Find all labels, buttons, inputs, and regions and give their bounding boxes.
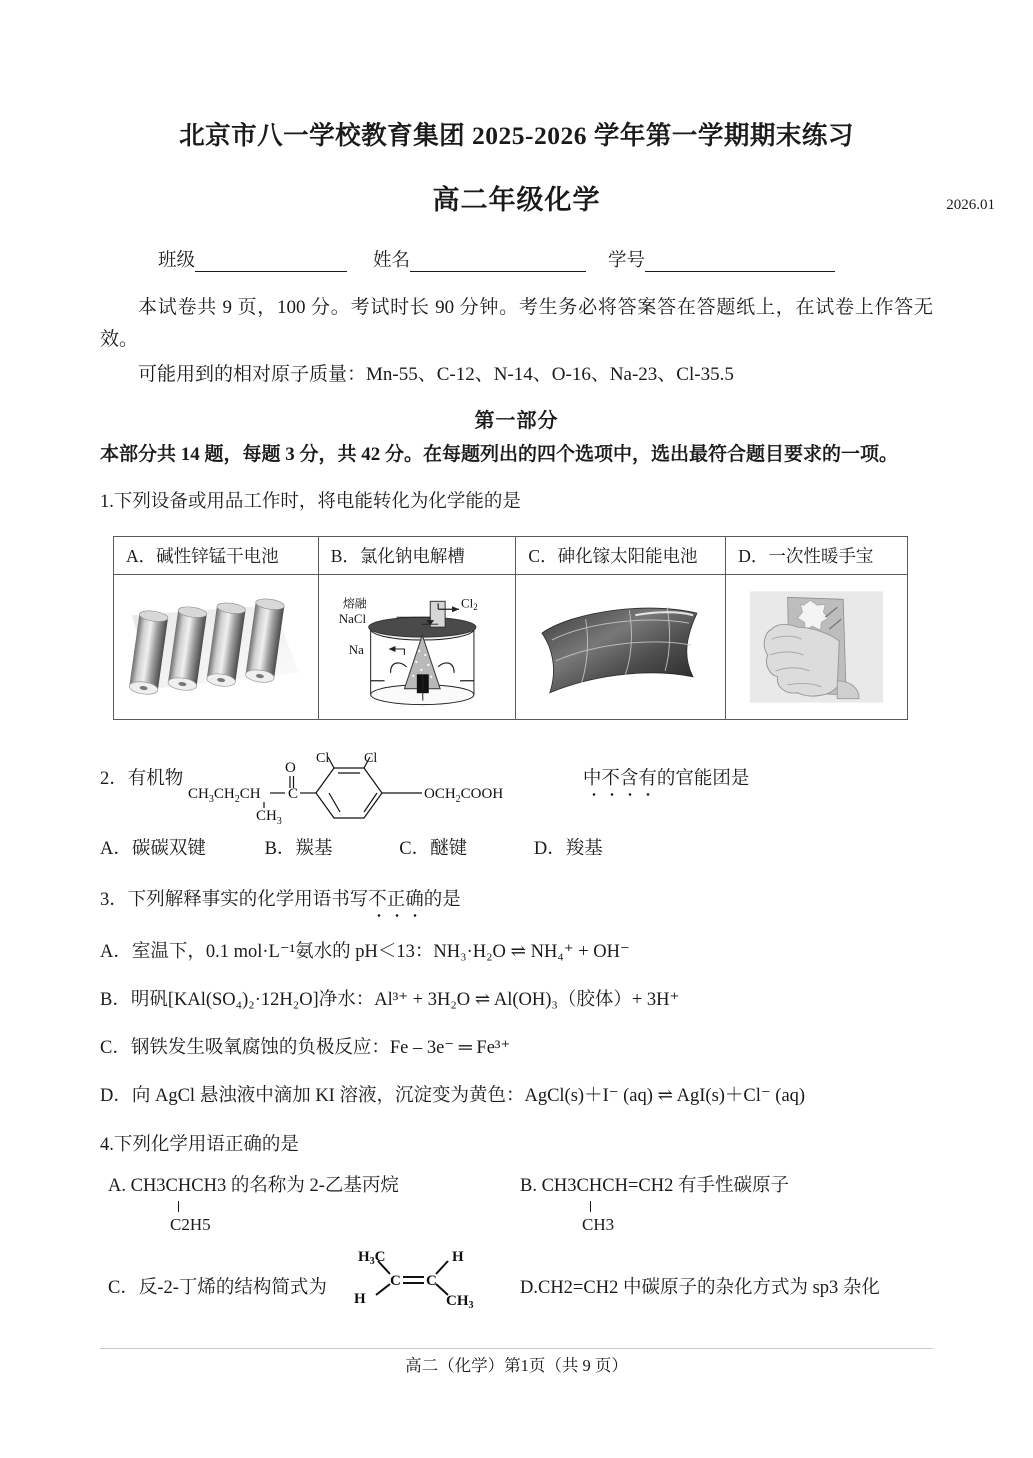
q1-option-b-label: B．氯化钠电解槽: [318, 536, 516, 574]
instruction-line-2: 可能用到的相对原子质量：Mn-55、C-12、N-14、O-16、Na-23、Cl-35.5: [138, 363, 734, 385]
nacl-electrolysis-cell-diagram: [319, 577, 516, 717]
question-1-stem: 1.下列设备或用品工作时，将电能转化为化学能的是: [100, 492, 521, 513]
question-3-option-d[interactable]: D．向 AgCl 悬浊液中滴加 KI 溶液，沉淀变为黄色：AgCl(s)＋I⁻ (aq) ⇌ AgI(s)＋Cl⁻ (aq): [100, 1086, 806, 1107]
q1-option-c-figure-cell: [516, 574, 726, 719]
class-label: 班级: [158, 250, 196, 271]
class-input-line[interactable]: [195, 252, 347, 272]
q4-option-b-main: B. CH3CHCH=CH2 有手性碳原子: [520, 1176, 789, 1197]
q3-dotted-phrase: 不正确: [368, 889, 424, 910]
bond-line-icon: [590, 1201, 591, 1212]
structure-label-h3c: $H_3C$: [358, 1249, 386, 1268]
question-3-option-b[interactable]: B．明矾[KAl(SO₄)₂·12H₂O]净水：Al³⁺ + 3H₂O ⇌ Al(OH)₃（胶体）+ 3H⁺: [100, 990, 680, 1011]
q1-option-c-label: C．砷化镓太阳能电池: [516, 536, 726, 574]
q2-stem-end: 的官能团是: [656, 768, 750, 789]
svg-text:C: C: [287, 785, 298, 802]
svg-text:O: O: [284, 759, 296, 776]
q1-option-a-label: A．碱性锌锰干电池: [114, 536, 319, 574]
q4-option-a[interactable]: [108, 1177, 399, 1234]
name-label: 姓名: [373, 250, 411, 271]
question-1-options-table: [113, 536, 908, 720]
structure-label-c-right: C: [426, 1273, 437, 1290]
structure-label-h-bottom: H: [354, 1291, 366, 1308]
q4-option-a-main: A. CH3CHCH3 的名称为 2-乙基丙烷: [108, 1176, 399, 1197]
q1-option-d-label: D．一次性暖手宝: [726, 536, 908, 574]
question-3-option-a[interactable]: A．室温下，0.1 mol·L⁻¹氨水的 pH＜13：NH₃·H₂O ⇌ NH₄⁺ + OH⁻: [100, 942, 630, 963]
svg-text:CH3CH2CH: $CH_3CH_2CH$: [187, 785, 261, 805]
trans-2-butene-structure: [348, 1245, 498, 1309]
flexible-solar-panel-photo: [516, 577, 725, 717]
q2-option-a[interactable]: A．碳碳双键: [100, 838, 206, 859]
subject-title: 高二年级化学: [432, 184, 601, 215]
sodium-label: Na: [348, 641, 364, 657]
table-row-headers: [114, 536, 908, 574]
page-footer: [100, 1348, 933, 1376]
q2-option-c[interactable]: C．醚键: [399, 838, 468, 859]
part-one-description: 本部分共 14 题，每题 3 分，共 42 分。在每题列出的四个选项中，选出最符合题目要求的一项。: [100, 443, 899, 465]
q2-molecular-structure: [188, 744, 583, 828]
q4-option-a-branch: C2H5: [108, 1198, 399, 1234]
question-4-options-cd: [100, 1245, 933, 1309]
question-2-stem: [100, 744, 933, 828]
bond-line-icon: [178, 1201, 179, 1212]
q4-option-b-branch: CH3: [520, 1198, 789, 1234]
q1-option-d-figure-cell: [726, 574, 908, 719]
structure-label-ch3: $CH_3$: [446, 1293, 474, 1310]
table-row-figures: [114, 574, 908, 719]
footer-divider: [100, 1348, 933, 1349]
student-info-row: [100, 246, 933, 272]
structure-label-c-left: C: [390, 1273, 401, 1290]
subtitle-row: [100, 178, 995, 218]
name-input-line[interactable]: [410, 252, 586, 272]
q1-option-b-figure-cell: [318, 574, 516, 719]
student-id-label: 学号: [608, 250, 646, 271]
q4-option-b[interactable]: [520, 1177, 789, 1234]
q4-option-c-text[interactable]: C．反-2-丁烯的结构简式为: [108, 1278, 327, 1299]
instruction-line-1: 本试卷共 9 页，100 分。考试时长 90 分钟。考生务必将答案答在答题纸上，在试卷上作答无效。: [100, 296, 933, 351]
q4-option-d-text[interactable]: D.CH2=CH2 中碳原子的杂化方式为 sp3 杂化: [520, 1278, 880, 1299]
hand-warmer-photo: [726, 577, 907, 717]
molten-label: 熔融: [342, 596, 367, 611]
chlorine-label: $Cl_2$: [460, 595, 478, 613]
nacl-label: NaCl: [338, 611, 366, 627]
page-title: 北京市八一学校教育集团 2025-2026 学年第一学期期末练习: [179, 121, 854, 150]
question-3-option-c[interactable]: C．钢铁发生吸氧腐蚀的负极反应：Fe – 3e⁻ ═ Fe³⁺: [100, 1038, 511, 1059]
part-one-title: 第一部分: [474, 409, 559, 432]
q3-stem-prefix: 3．下列解释事实的化学用语书写: [100, 889, 369, 910]
question-3-stem: [100, 886, 933, 916]
question-4-options-ab: [100, 1177, 933, 1233]
exam-date: 2026.01: [946, 196, 995, 213]
svg-text:CH3: $CH_3$: [255, 807, 282, 827]
q3-stem-suffix: 的是: [423, 889, 461, 910]
q2-option-d[interactable]: D．羧基: [533, 838, 603, 859]
question-2-options: [100, 834, 933, 860]
footer-text: 高二（化学）第1页（共 9 页）: [405, 1356, 628, 1375]
question-4-stem: 4.下列化学用语正确的是: [100, 1135, 299, 1156]
student-id-input-line[interactable]: [645, 252, 835, 272]
q2-stem-prefix: 2．有机物: [100, 768, 188, 789]
svg-text:Cl: Cl: [363, 750, 378, 766]
structure-label-h-top: H: [452, 1249, 464, 1266]
svg-text:Cl: Cl: [315, 750, 330, 766]
dry-cell-batteries-photo: [114, 577, 318, 717]
q2-option-b[interactable]: B．羰基: [264, 838, 333, 859]
q1-option-a-figure-cell: [114, 574, 319, 719]
svg-text:OCH2COOH: $OCH_2COOH$: [423, 785, 504, 805]
q2-dotted-phrase: 中不含有: [582, 768, 657, 789]
